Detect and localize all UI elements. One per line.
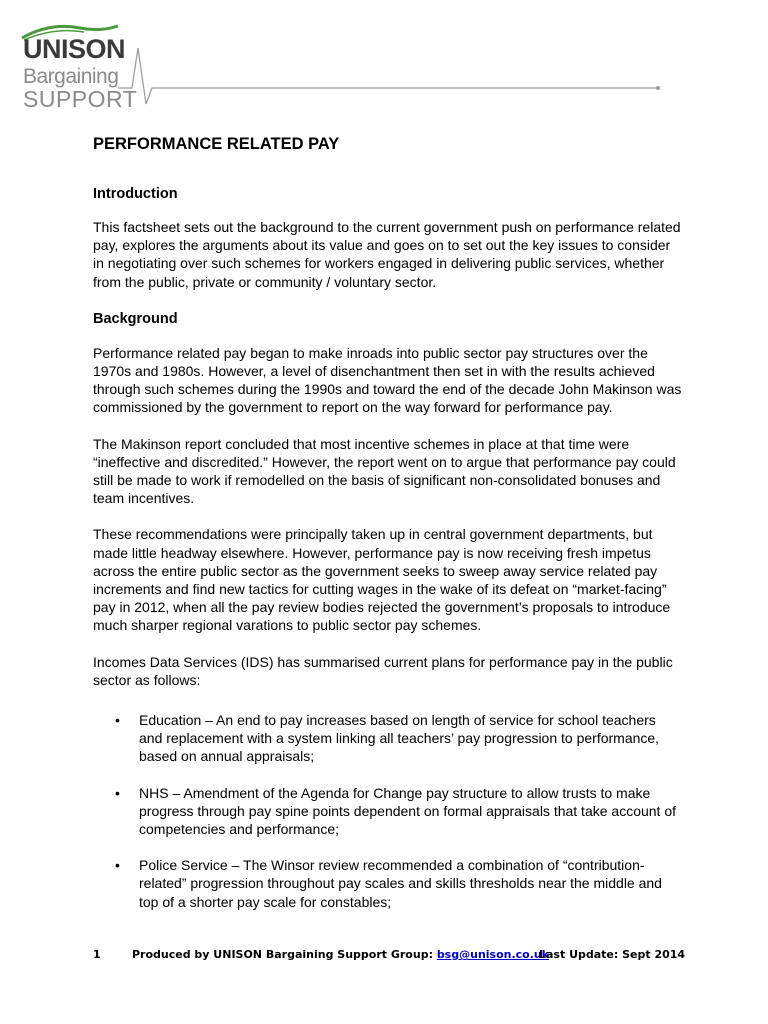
list-item xyxy=(93,856,683,911)
list-item xyxy=(93,711,683,766)
produced-by-text: Produced by UNISON Bargaining Support Group: xyxy=(132,948,437,961)
document-body xyxy=(93,134,683,929)
background-paragraph-2: The Makinson report concluded that most incentive schemes in place at that time were “ineffective and discredited.” However, the report went on to argue that performance pay could still be made to work if remodelled on the basis of significant non-consolidated bonuses and team incentives. xyxy=(93,435,676,507)
page-title: PERFORMANCE RELATED PAY xyxy=(93,135,340,153)
email-link[interactable]: bsg@unison.co.uk xyxy=(436,948,550,961)
header-pulse-line xyxy=(118,40,663,110)
list-item-text: NHS – Amendment of the Agenda for Change pay structure to allow trusts to make progress through pay spine points dependent on formal appraisals that take account of competencies and performance; xyxy=(139,784,677,838)
bullet-icon: • xyxy=(115,712,120,729)
background-paragraph-1: Performance related pay began to make inroads into public sector pay structures over the 1970s and 1980s. However, a level of disenchantment then set in with the results achieved through such schemes during the 1990s and toward the end of the decade John Makinson was commissioned by the government to report on the way forward for performance pay. xyxy=(93,344,682,416)
background-paragraph-3: These recommendations were principally taken up in central government departments, but made little headway elsewhere. However, performance pay is now receiving fresh impetus across the entire public sector as the government seeks to sweep away service related pay increments and find new tactics for cutting wages in the wake of its defeat on “market-facing” pay in 2012, when all the pay review bodies rejected the government’s proposals to introduce much sharper regional varations to public sector pay schemes. xyxy=(93,526,671,634)
introduction-paragraph: This factsheet sets out the background to the current government push on performance related pay, explores the arguments about its value and goes on to set out the key issues to consider in negotiating over such schemes for workers engaged in delivering public services, whether from the public, private or community / voluntary sector. xyxy=(93,219,681,290)
bullet-icon: • xyxy=(115,784,120,801)
background-paragraph-4: Incomes Data Services (IDS) has summarised current plans for performance pay in the public sector as follows: xyxy=(93,653,673,688)
produced-by xyxy=(132,948,549,961)
list-item-text: Police Service – The Winsor review recommended a combination of “contribution-related” progression throughout pay scales and skills thresholds near the middle and top of a shorter pay scale for constables; xyxy=(139,857,662,910)
page-number: 1 xyxy=(93,948,101,961)
introduction-heading: Introduction xyxy=(93,186,178,202)
unison-bargaining-support-logo xyxy=(20,22,138,112)
bullet-icon: • xyxy=(115,857,120,874)
last-update: Last Update: Sept 2014 xyxy=(539,948,686,961)
plans-list xyxy=(93,711,683,911)
background-heading: Background xyxy=(93,310,178,327)
logo-bargaining-text: Bargaining xyxy=(23,65,119,88)
logo-unison-text: UNISON xyxy=(23,34,126,64)
logo-support-text: SUPPORT xyxy=(23,86,138,112)
list-item-text: Education – An end to pay increases based on length of service for school teachers and replacement with a system linking all teachers’ pay progression to performance, based on annual appraisals; xyxy=(139,712,660,765)
list-item xyxy=(93,784,683,839)
